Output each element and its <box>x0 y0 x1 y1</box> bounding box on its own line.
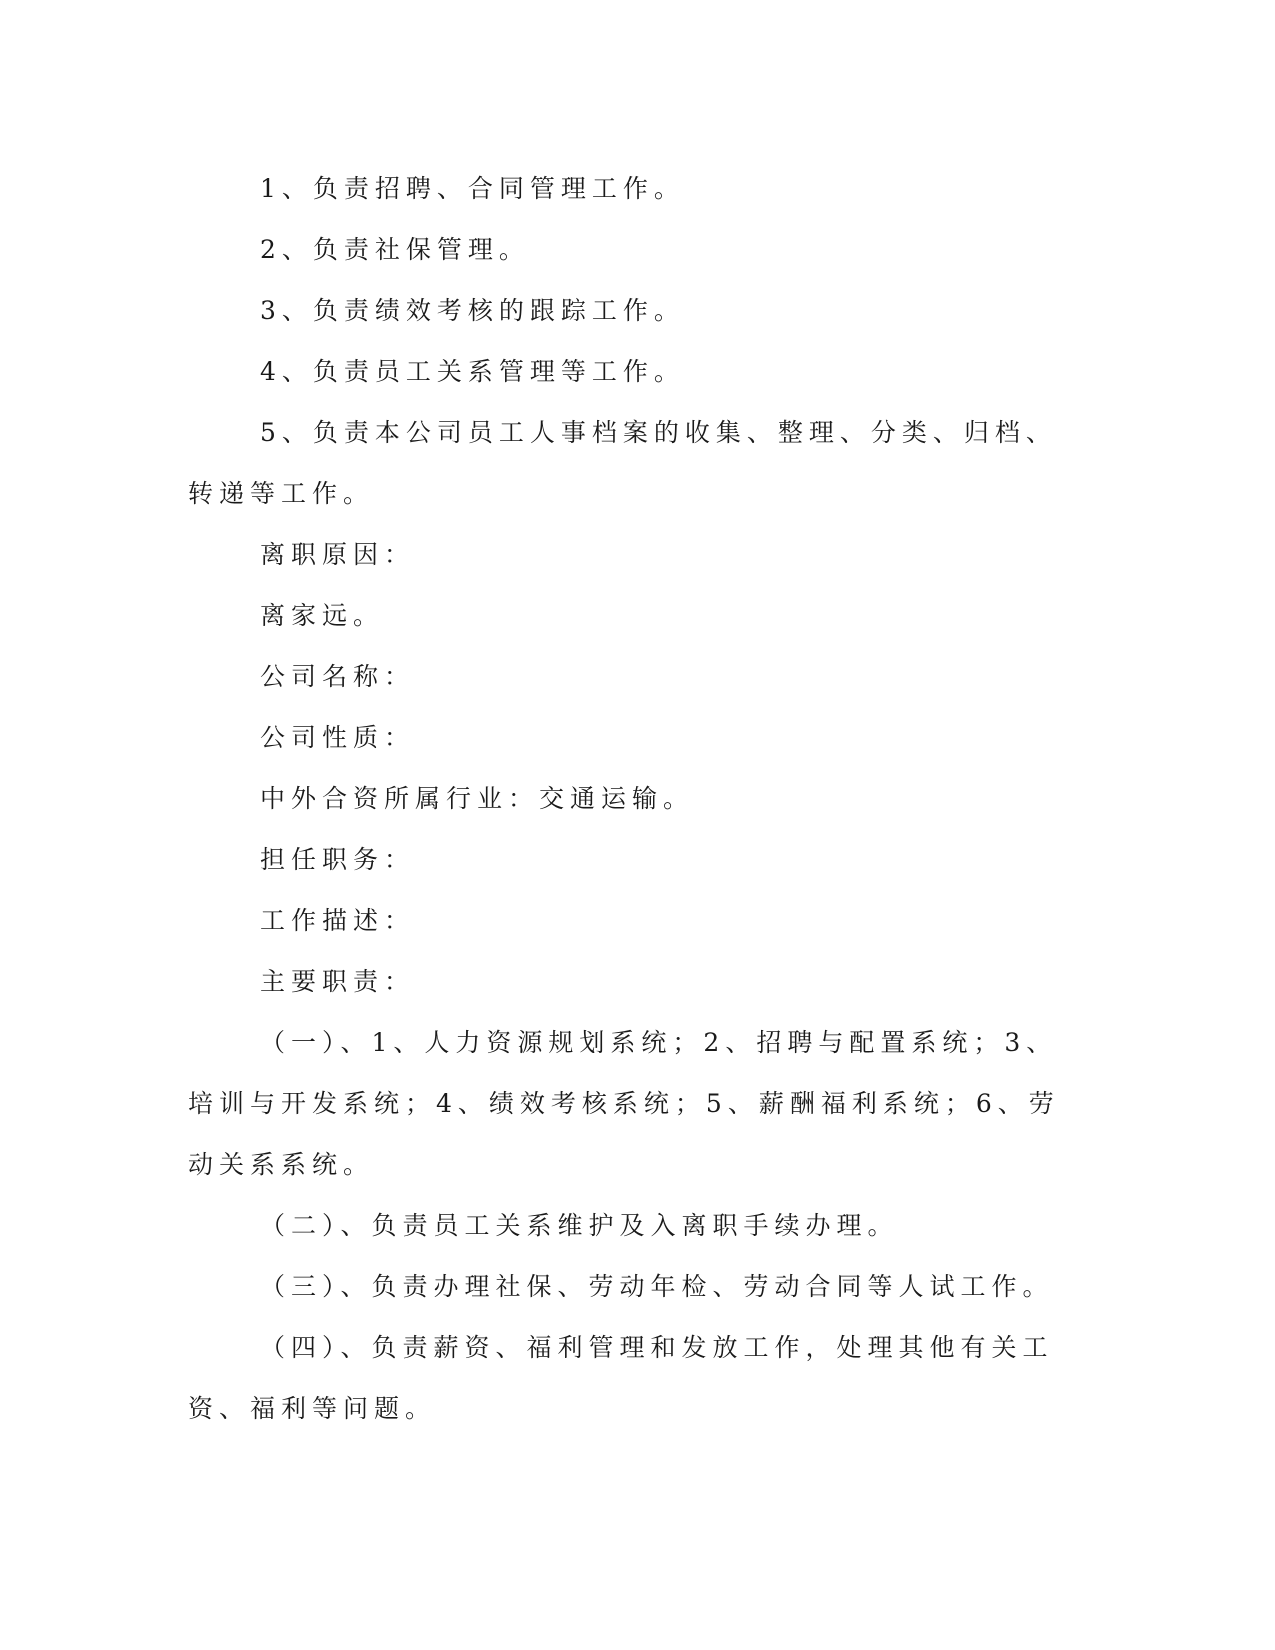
document-body <box>188 158 1068 1439</box>
duty-item-1: 1、负责招聘、合同管理工作。 <box>260 174 685 203</box>
company-industry: 中外合资所属行业：交通运输。 <box>260 784 695 813</box>
position-label: 担任职务： <box>260 845 416 874</box>
duty-item-5: 5、负责本公司员工人事档案的收集、整理、分类、归档、转递等工作。 <box>188 418 1057 508</box>
main-duty-2: （二）、负责员工关系维护及入离职手续办理。 <box>260 1211 899 1240</box>
leave-reason-value: 离家远。 <box>260 601 385 630</box>
duty-item-3: 3、负责绩效考核的跟踪工作。 <box>260 296 685 325</box>
leave-reason-label: 离职原因： <box>260 540 416 569</box>
main-duties-label: 主要职责： <box>260 967 416 996</box>
main-duty-1: （一）、1、人力资源规划系统；2、招聘与配置系统；3、培训与开发系统；4、绩效考核系统；5、薪酬福利系统；6、劳动关系系统。 <box>188 1028 1060 1179</box>
duty-item-2: 2、负责社保管理。 <box>260 235 530 264</box>
job-description-label: 工作描述： <box>260 906 416 935</box>
company-nature-label: 公司性质： <box>260 723 416 752</box>
main-duty-3: （三）、负责办理社保、劳动年检、劳动合同等人试工作。 <box>260 1272 1054 1301</box>
duty-item-4: 4、负责员工关系管理等工作。 <box>260 357 685 386</box>
main-duty-4: （四）、负责薪资、福利管理和发放工作，处理其他有关工资、福利等问题。 <box>188 1333 1054 1423</box>
company-name-label: 公司名称： <box>260 662 416 691</box>
